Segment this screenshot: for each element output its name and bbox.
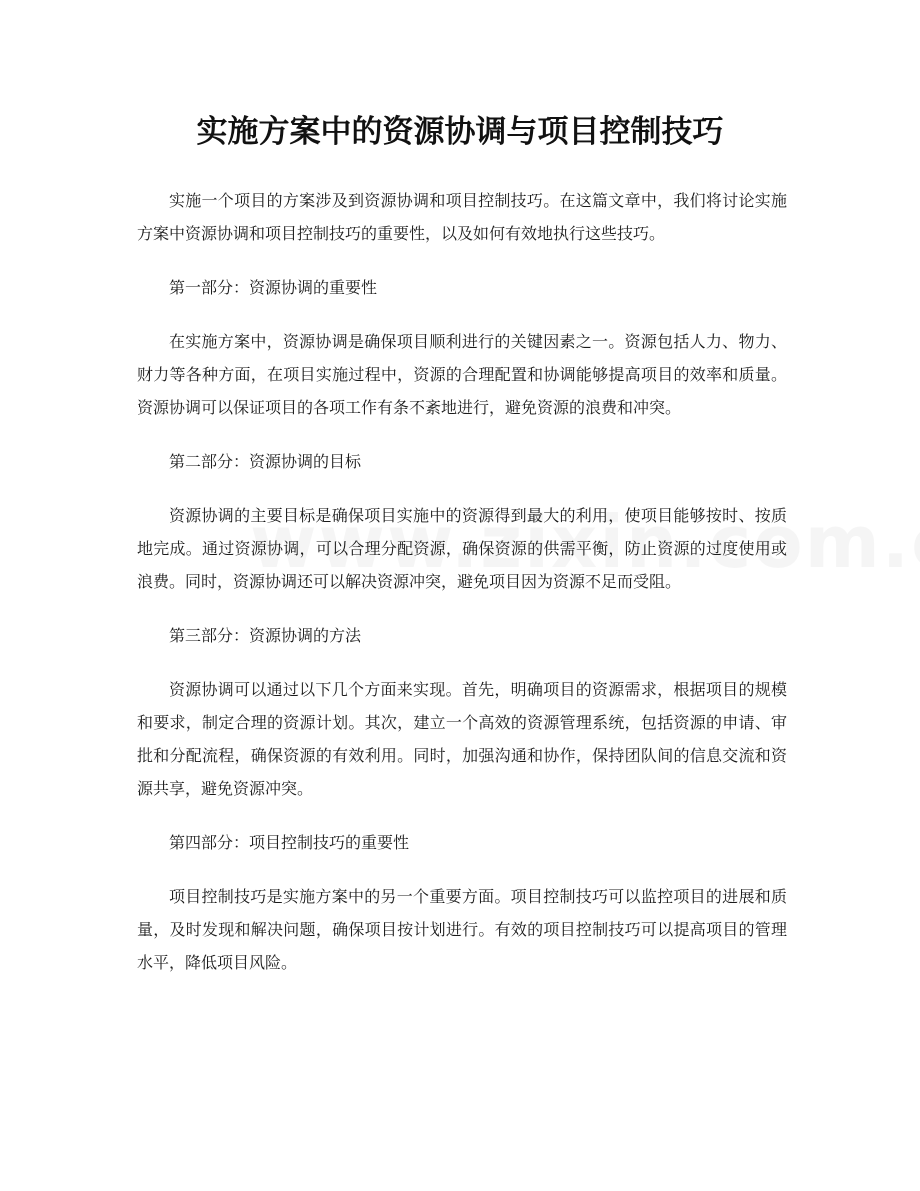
section-heading-1: 第一部分：资源协调的重要性: [169, 278, 378, 297]
document-title: 实施方案中的资源协调与项目控制技巧: [196, 114, 724, 150]
section-heading-4: 第四部分：项目控制技巧的重要性: [169, 833, 410, 852]
section-paragraph-3: 资源协调可以通过以下几个方面来实现。首先，明确项目的资源需求，根据项目的规模和要求，制定合理的资源计划。其次，建立一个高效的资源管理系统，包括资源的申请、审批和分配流程，确保资源的有效利用。同时，加强沟通和协作，保持团队间的信息交流和资源共享，避免资源冲突。: [137, 680, 787, 798]
section-heading-3: 第三部分：资源协调的方法: [169, 626, 362, 645]
section-paragraph-1: 在实施方案中，资源协调是确保项目顺利进行的关键因素之一。资源包括人力、物力、财力等各种方面，在项目实施过程中，资源的合理配置和协调能够提高项目的效率和质量。资源协调可以保证项目的各项工作有条不紊地进行，避免资源的浪费和冲突。: [137, 332, 787, 417]
document-body: [137, 184, 787, 979]
section-paragraph-4: 项目控制技巧是实施方案中的另一个重要方面。项目控制技巧可以监控项目的进展和质量，及时发现和解决问题，确保项目按计划进行。有效的项目控制技巧可以提高项目的管理水平，降低项目风险。: [137, 887, 787, 972]
section-heading-2: 第二部分：资源协调的目标: [169, 452, 362, 471]
section-paragraph-2: 资源协调的主要目标是确保项目实施中的资源得到最大的利用，使项目能够按时、按质地完成。通过资源协调，可以合理分配资源，确保资源的供需平衡，防止资源的过度使用或浪费。同时，资源协调还可以解决资源冲突，避免项目因为资源不足而受阻。: [137, 506, 787, 591]
intro-paragraph: 实施一个项目的方案涉及到资源协调和项目控制技巧。在这篇文章中，我们将讨论实施方案中资源协调和项目控制技巧的重要性，以及如何有效地执行这些技巧。: [137, 191, 787, 243]
